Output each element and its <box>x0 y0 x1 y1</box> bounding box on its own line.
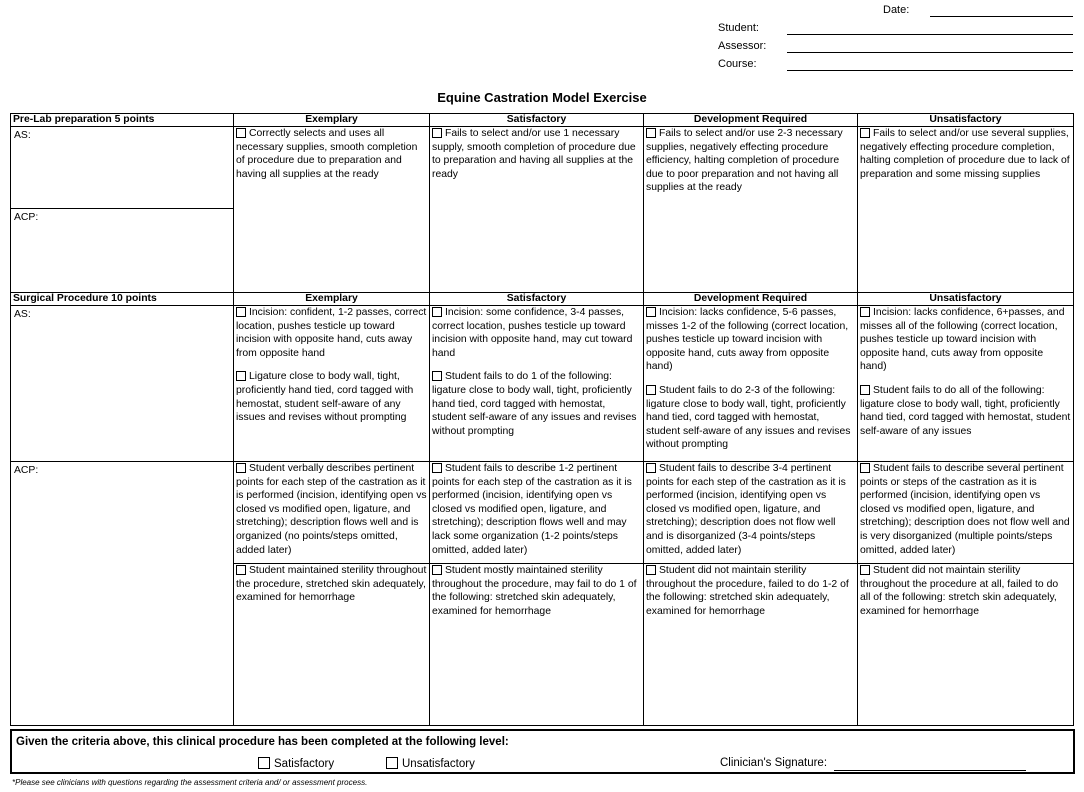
criterion-cell: Fails to select and/or use several supplies, negatively effecting procedure completion, halting completion of procedure due to lack of preparation and some missing supplies <box>858 127 1074 293</box>
checkbox[interactable] <box>646 128 656 138</box>
date-label: Date: <box>883 4 910 16</box>
criterion-cell: Incision: some confidence, 3-4 passes, correct location, pushes testicle up toward incision with opposite hand, may cut toward hand Student fails to do 1 of the following: ligature close to body wall, tight, proficiently hand tied, cord tagged with hemostat, student self-aware of any issues and revises without prompting <box>430 306 644 462</box>
section-header-row <box>11 293 1074 306</box>
level-header-unsatisfactory: Unsatisfactory <box>858 114 1074 127</box>
checkbox[interactable] <box>432 565 442 575</box>
criterion-cell: Student did not maintain sterility throughout the procedure, failed to do 1-2 of the following: stretched skin adequately, examined for hemorrhage <box>644 564 858 726</box>
checkbox[interactable] <box>386 757 398 769</box>
acp-field[interactable]: ACP: <box>11 209 234 293</box>
checkbox[interactable] <box>236 565 246 575</box>
criterion-cell: Student fails to describe several pertinent points or steps of the castration as it is performed (incision, identifying open vs closed vs modified open, ligature, and stretching); description does not flow well and is very disorganized (multiple points/steps omitted, added later) <box>858 462 1074 564</box>
signature-label: Clinician's Signature: <box>720 757 828 769</box>
unsatisfactory-option[interactable] <box>386 757 475 770</box>
table-row <box>11 462 1074 564</box>
checkbox[interactable] <box>860 385 870 395</box>
checkbox[interactable] <box>236 128 246 138</box>
checkbox[interactable] <box>236 463 246 473</box>
checkbox[interactable] <box>432 371 442 381</box>
level-header-satisfactory: Satisfactory <box>430 114 644 127</box>
section-header-row <box>11 114 1074 127</box>
criterion-cell: Student maintained sterility throughout the procedure, stretched skin adequately, examined for hemorrhage <box>234 564 430 726</box>
date-field[interactable] <box>930 16 1073 17</box>
checkbox[interactable] <box>432 463 442 473</box>
level-header-development-required: Development Required <box>644 114 858 127</box>
criterion-cell: Fails to select and/or use 1 necessary supply, smooth completion of procedure due to preparation and having all supplies at the ready <box>430 127 644 293</box>
table-row <box>11 306 1074 462</box>
checkbox[interactable] <box>646 565 656 575</box>
rubric-table <box>10 113 1074 726</box>
criterion-cell: Correctly selects and uses all necessary supplies, smooth completion of procedure due to preparation and having all supplies at the ready <box>234 127 430 293</box>
level-header-exemplary: Exemplary <box>234 293 430 306</box>
satisfactory-label: Satisfactory <box>274 758 335 770</box>
checkbox[interactable] <box>646 385 656 395</box>
satisfactory-option[interactable] <box>258 757 334 770</box>
footnote: *Please see clinicians with questions regarding the assessment criteria and/ or assessment process. <box>12 778 368 787</box>
as-field[interactable]: AS: <box>11 127 234 209</box>
section-title: Pre-Lab preparation 5 points <box>11 114 234 127</box>
assessor-field[interactable] <box>787 52 1073 53</box>
checkbox[interactable] <box>236 371 246 381</box>
student-label: Student: <box>718 22 759 34</box>
level-header-exemplary: Exemplary <box>234 114 430 127</box>
as-field[interactable]: AS: <box>11 306 234 462</box>
course-field[interactable] <box>787 70 1073 71</box>
criterion-cell: Student mostly maintained sterility throughout the procedure, may fail to do 1 of the following: stretched skin adequately, examined for hemorrhage <box>430 564 644 726</box>
assessor-label: Assessor: <box>718 40 767 52</box>
criterion-cell: Incision: lacks confidence, 5-6 passes, misses 1-2 of the following (correct location, pushes testicle up toward incision with opposite hand, cuts away from opposite hand) Student fails to do 2-3 of the following: ligature close to body wall, tight, proficiently hand tied, cord tagged with hemostat, student self-aware of any issues and revises without prompting <box>644 306 858 462</box>
student-field[interactable] <box>787 34 1073 35</box>
level-header-satisfactory: Satisfactory <box>430 293 644 306</box>
checkbox[interactable] <box>860 307 870 317</box>
checkbox[interactable] <box>432 307 442 317</box>
completion-level-box <box>10 729 1075 774</box>
checkbox[interactable] <box>860 463 870 473</box>
level-header-unsatisfactory: Unsatisfactory <box>858 293 1074 306</box>
checkbox[interactable] <box>646 307 656 317</box>
checkbox[interactable] <box>646 463 656 473</box>
criterion-cell: Incision: confident, 1-2 passes, correct location, pushes testicle up toward incision with opposite hand, cuts away from opposite hand Ligature close to body wall, tight, proficiently hand tied, cord tagged with hemostat, student self-aware of any issues and revises without prompting <box>234 306 430 462</box>
criterion-cell: Fails to select and/or use 2-3 necessary supplies, negatively effecting procedure efficiency, halting completion of procedure due to poor preparation and not having all supplies at the ready <box>644 127 858 293</box>
level-header-development-required: Development Required <box>644 293 858 306</box>
completion-question: Given the criteria above, this clinical procedure has been completed at the following level: <box>16 736 509 748</box>
page-title: Equine Castration Model Exercise <box>437 90 647 105</box>
checkbox[interactable] <box>860 565 870 575</box>
checkbox[interactable] <box>860 128 870 138</box>
course-label: Course: <box>718 58 757 70</box>
criterion-cell: Incision: lacks confidence, 6+passes, and misses all of the following (correct location, pushes testicle up toward incision with opposite hand, cuts away from opposite hand) Student fails to do all of the following: ligature close to body wall, tight, proficiently hand tied, cord tagged with hemostat, student self-aware of any issues <box>858 306 1074 462</box>
unsatisfactory-label: Unsatisfactory <box>402 758 475 770</box>
criterion-cell: Student did not maintain sterility throughout the procedure at all, failed to do all of the following: stretch skin adequately, examined for hemorrhage <box>858 564 1074 726</box>
section-title: Surgical Procedure 10 points <box>11 293 234 306</box>
criterion-cell: Student fails to describe 1-2 pertinent points for each step of the castration as it is performed (incision, identifying open vs closed vs modified open, ligature, and stretching); description flows well and may lack some organization (1-2 points/steps omitted, added later) <box>430 462 644 564</box>
checkbox[interactable] <box>236 307 246 317</box>
signature-field[interactable] <box>834 770 1026 771</box>
acp-field[interactable]: ACP: <box>11 462 234 726</box>
criterion-cell: Student verbally describes pertinent points for each step of the castration as it is performed (incision, identifying open vs closed vs modified open, ligature, and stretching); description flows well and is organized (no points/steps omitted, added later) <box>234 462 430 564</box>
checkbox[interactable] <box>432 128 442 138</box>
checkbox[interactable] <box>258 757 270 769</box>
table-row <box>11 127 1074 209</box>
criterion-cell: Student fails to describe 3-4 pertinent points for each step of the castration as it is performed (incision, identifying open vs closed vs modified open, ligature, and stretching); description does not flow well and is disorganized (3-4 points/steps omitted, added later) <box>644 462 858 564</box>
